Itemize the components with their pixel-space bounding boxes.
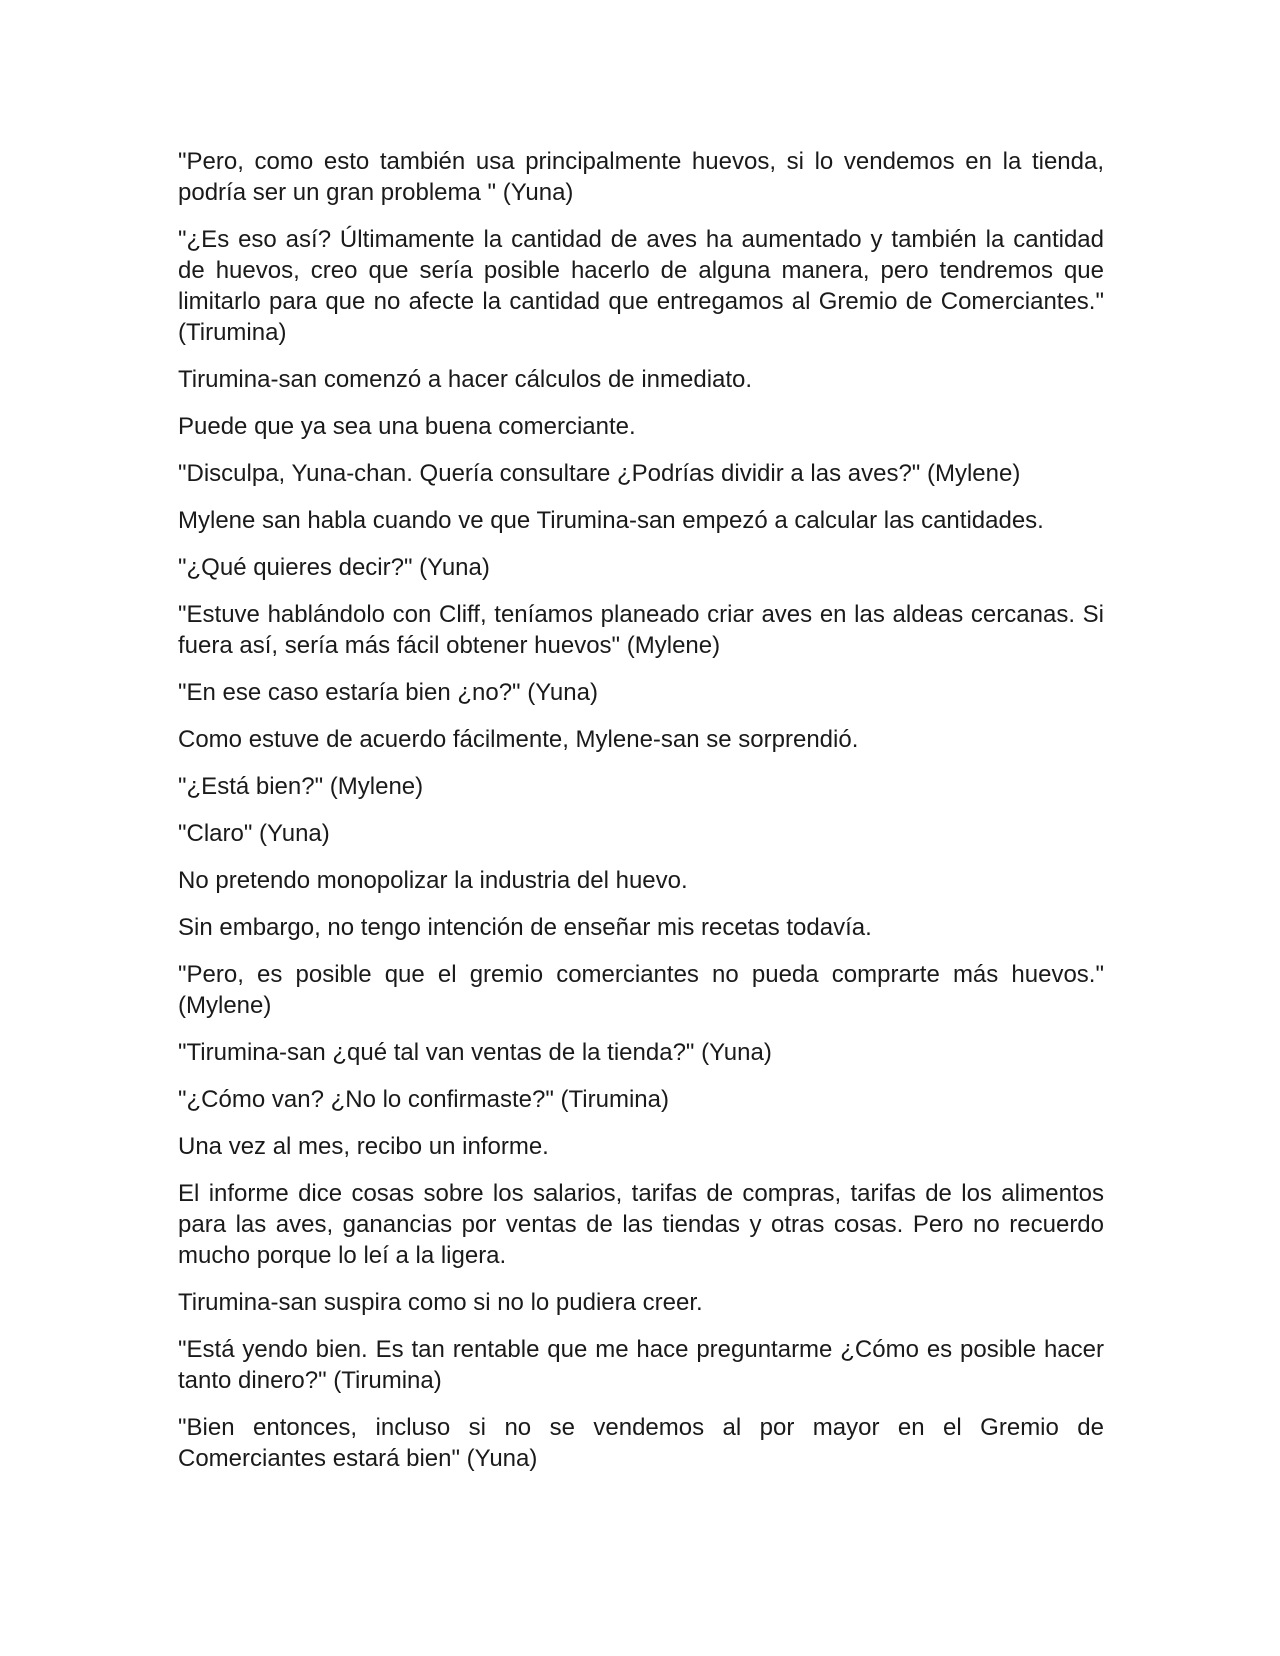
paragraph: "Está yendo bien. Es tan rentable que me hace preguntarme ¿Cómo es posible hacer tanto dinero?" (Tirumina) [178,1336,1104,1394]
paragraph: "¿Es eso así? Últimamente la cantidad de aves ha aumentado y también la cantidad de huevos, creo que sería posible hacerlo de alguna manera, pero tendremos que limitarlo para que no afecte la cantidad que entregamos al Gremio de Comerciantes." (Tirumina) [178,226,1104,346]
paragraph: Puede que ya sea una buena comerciante. [178,413,636,440]
paragraph: Mylene san habla cuando ve que Tirumina-san empezó a calcular las cantidades. [178,507,1044,534]
paragraph: Tirumina-san suspira como si no lo pudiera creer. [178,1289,703,1316]
paragraph: "Claro" (Yuna) [178,820,330,847]
paragraph: "Pero, como esto también usa principalmente huevos, si lo vendemos en la tienda, podría ser un gran problema " (Yuna) [178,148,1104,206]
paragraph: Una vez al mes, recibo un informe. [178,1133,549,1160]
paragraph: "Tirumina-san ¿qué tal van ventas de la tienda?" (Yuna) [178,1039,772,1066]
paragraph: "Estuve hablándolo con Cliff, teníamos planeado criar aves en las aldeas cercanas. Si fuera así, sería más fácil obtener huevos" (Mylene) [178,601,1104,659]
paragraph: Como estuve de acuerdo fácilmente, Mylene-san se sorprendió. [178,726,859,753]
document-page [178,146,1104,1490]
paragraph: "Pero, es posible que el gremio comerciantes no pueda comprarte más huevos." (Mylene) [178,961,1104,1019]
paragraph: El informe dice cosas sobre los salarios, tarifas de compras, tarifas de los alimentos para las aves, ganancias por ventas de las tiendas y otras cosas. Pero no recuerdo mucho porque lo leí a la ligera. [178,1180,1104,1269]
paragraph: "Bien entonces, incluso si no se vendemos al por mayor en el Gremio de Comerciantes estará bien" (Yuna) [178,1414,1104,1472]
paragraph: No pretendo monopolizar la industria del huevo. [178,867,688,894]
paragraph: "¿Cómo van? ¿No lo confirmaste?" (Tirumina) [178,1086,669,1113]
paragraph: "¿Qué quieres decir?" (Yuna) [178,554,490,581]
paragraph: Sin embargo, no tengo intención de enseñar mis recetas todavía. [178,914,872,941]
paragraph: "Disculpa, Yuna-chan. Quería consultare ¿Podrías dividir a las aves?" (Mylene) [178,460,1021,487]
paragraph: "¿Está bien?" (Mylene) [178,773,424,800]
paragraph: Tirumina-san comenzó a hacer cálculos de inmediato. [178,366,753,393]
paragraph: "En ese caso estaría bien ¿no?" (Yuna) [178,679,598,706]
